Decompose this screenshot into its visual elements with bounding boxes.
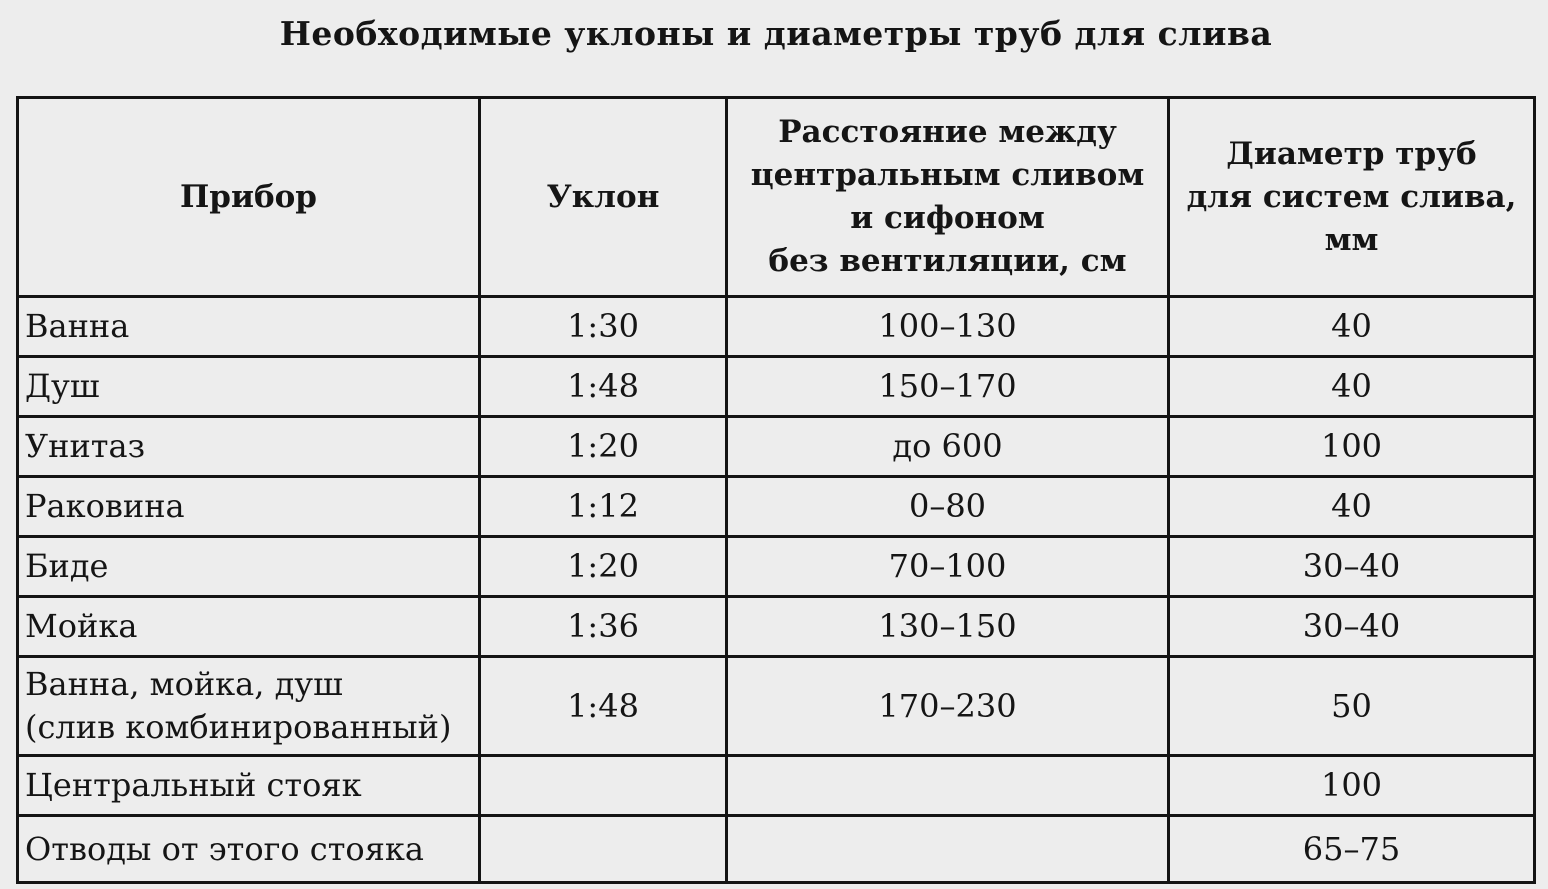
cell-distance: 150–170	[727, 357, 1169, 417]
table-row	[18, 417, 1535, 477]
header-diameter-line: для систем слива, мм	[1186, 178, 1517, 258]
page-title: Необходимые уклоны и диаметры труб для слива	[279, 14, 1273, 53]
cell-device: Центральный стояк	[18, 756, 480, 816]
cell-slope: 1:30	[480, 297, 727, 357]
cell-slope: 1:12	[480, 477, 727, 537]
cell-device-line: (слив комбинированный)	[25, 708, 452, 746]
table-row	[18, 297, 1535, 357]
cell-device: Ванна	[18, 297, 480, 357]
cell-diameter: 40	[1169, 477, 1535, 537]
cell-distance: 170–230	[727, 657, 1169, 756]
cell-device: Душ	[18, 357, 480, 417]
header-distance-line: без вентиляции, см	[768, 243, 1127, 279]
header-diameter-line: Диаметр труб	[1226, 135, 1477, 172]
cell-slope: 1:48	[480, 657, 727, 756]
table-row	[18, 756, 1535, 816]
cell-distance: 100–130	[727, 297, 1169, 357]
cell-diameter: 50	[1169, 657, 1535, 756]
cell-distance: 0–80	[727, 477, 1169, 537]
cell-device	[18, 657, 480, 756]
table-row	[18, 477, 1535, 537]
cell-diameter: 40	[1169, 357, 1535, 417]
table-row	[18, 357, 1535, 417]
header-distance	[727, 98, 1169, 297]
drain-table	[16, 96, 1536, 884]
header-device: Прибор	[18, 98, 480, 297]
cell-slope: 1:36	[480, 597, 727, 657]
cell-diameter: 100	[1169, 417, 1535, 477]
header-slope: Уклон	[480, 98, 727, 297]
cell-device: Раковина	[18, 477, 480, 537]
cell-slope: 1:48	[480, 357, 727, 417]
cell-device: Унитаз	[18, 417, 480, 477]
header-distance-line: Расстояние между	[778, 114, 1117, 150]
cell-distance	[727, 816, 1169, 883]
cell-slope	[480, 816, 727, 883]
header-diameter	[1169, 98, 1535, 297]
cell-diameter: 65–75	[1169, 816, 1535, 883]
cell-device: Биде	[18, 537, 480, 597]
cell-diameter: 40	[1169, 297, 1535, 357]
cell-distance	[727, 756, 1169, 816]
cell-slope: 1:20	[480, 537, 727, 597]
table-row	[18, 816, 1535, 883]
table-row	[18, 657, 1535, 756]
cell-slope	[480, 756, 727, 816]
cell-distance: 70–100	[727, 537, 1169, 597]
cell-device: Мойка	[18, 597, 480, 657]
table-header-row	[18, 98, 1535, 297]
cell-diameter: 30–40	[1169, 597, 1535, 657]
cell-device-line: Ванна, мойка, душ	[25, 665, 343, 703]
cell-diameter: 100	[1169, 756, 1535, 816]
cell-slope: 1:20	[480, 417, 727, 477]
header-distance-line: центральным сливом	[750, 157, 1145, 193]
table-row	[18, 537, 1535, 597]
header-distance-line: и сифоном	[850, 200, 1045, 236]
table-row	[18, 597, 1535, 657]
cell-distance: 130–150	[727, 597, 1169, 657]
cell-diameter: 30–40	[1169, 537, 1535, 597]
cell-device: Отводы от этого стояка	[18, 816, 480, 883]
cell-distance: до 600	[727, 417, 1169, 477]
